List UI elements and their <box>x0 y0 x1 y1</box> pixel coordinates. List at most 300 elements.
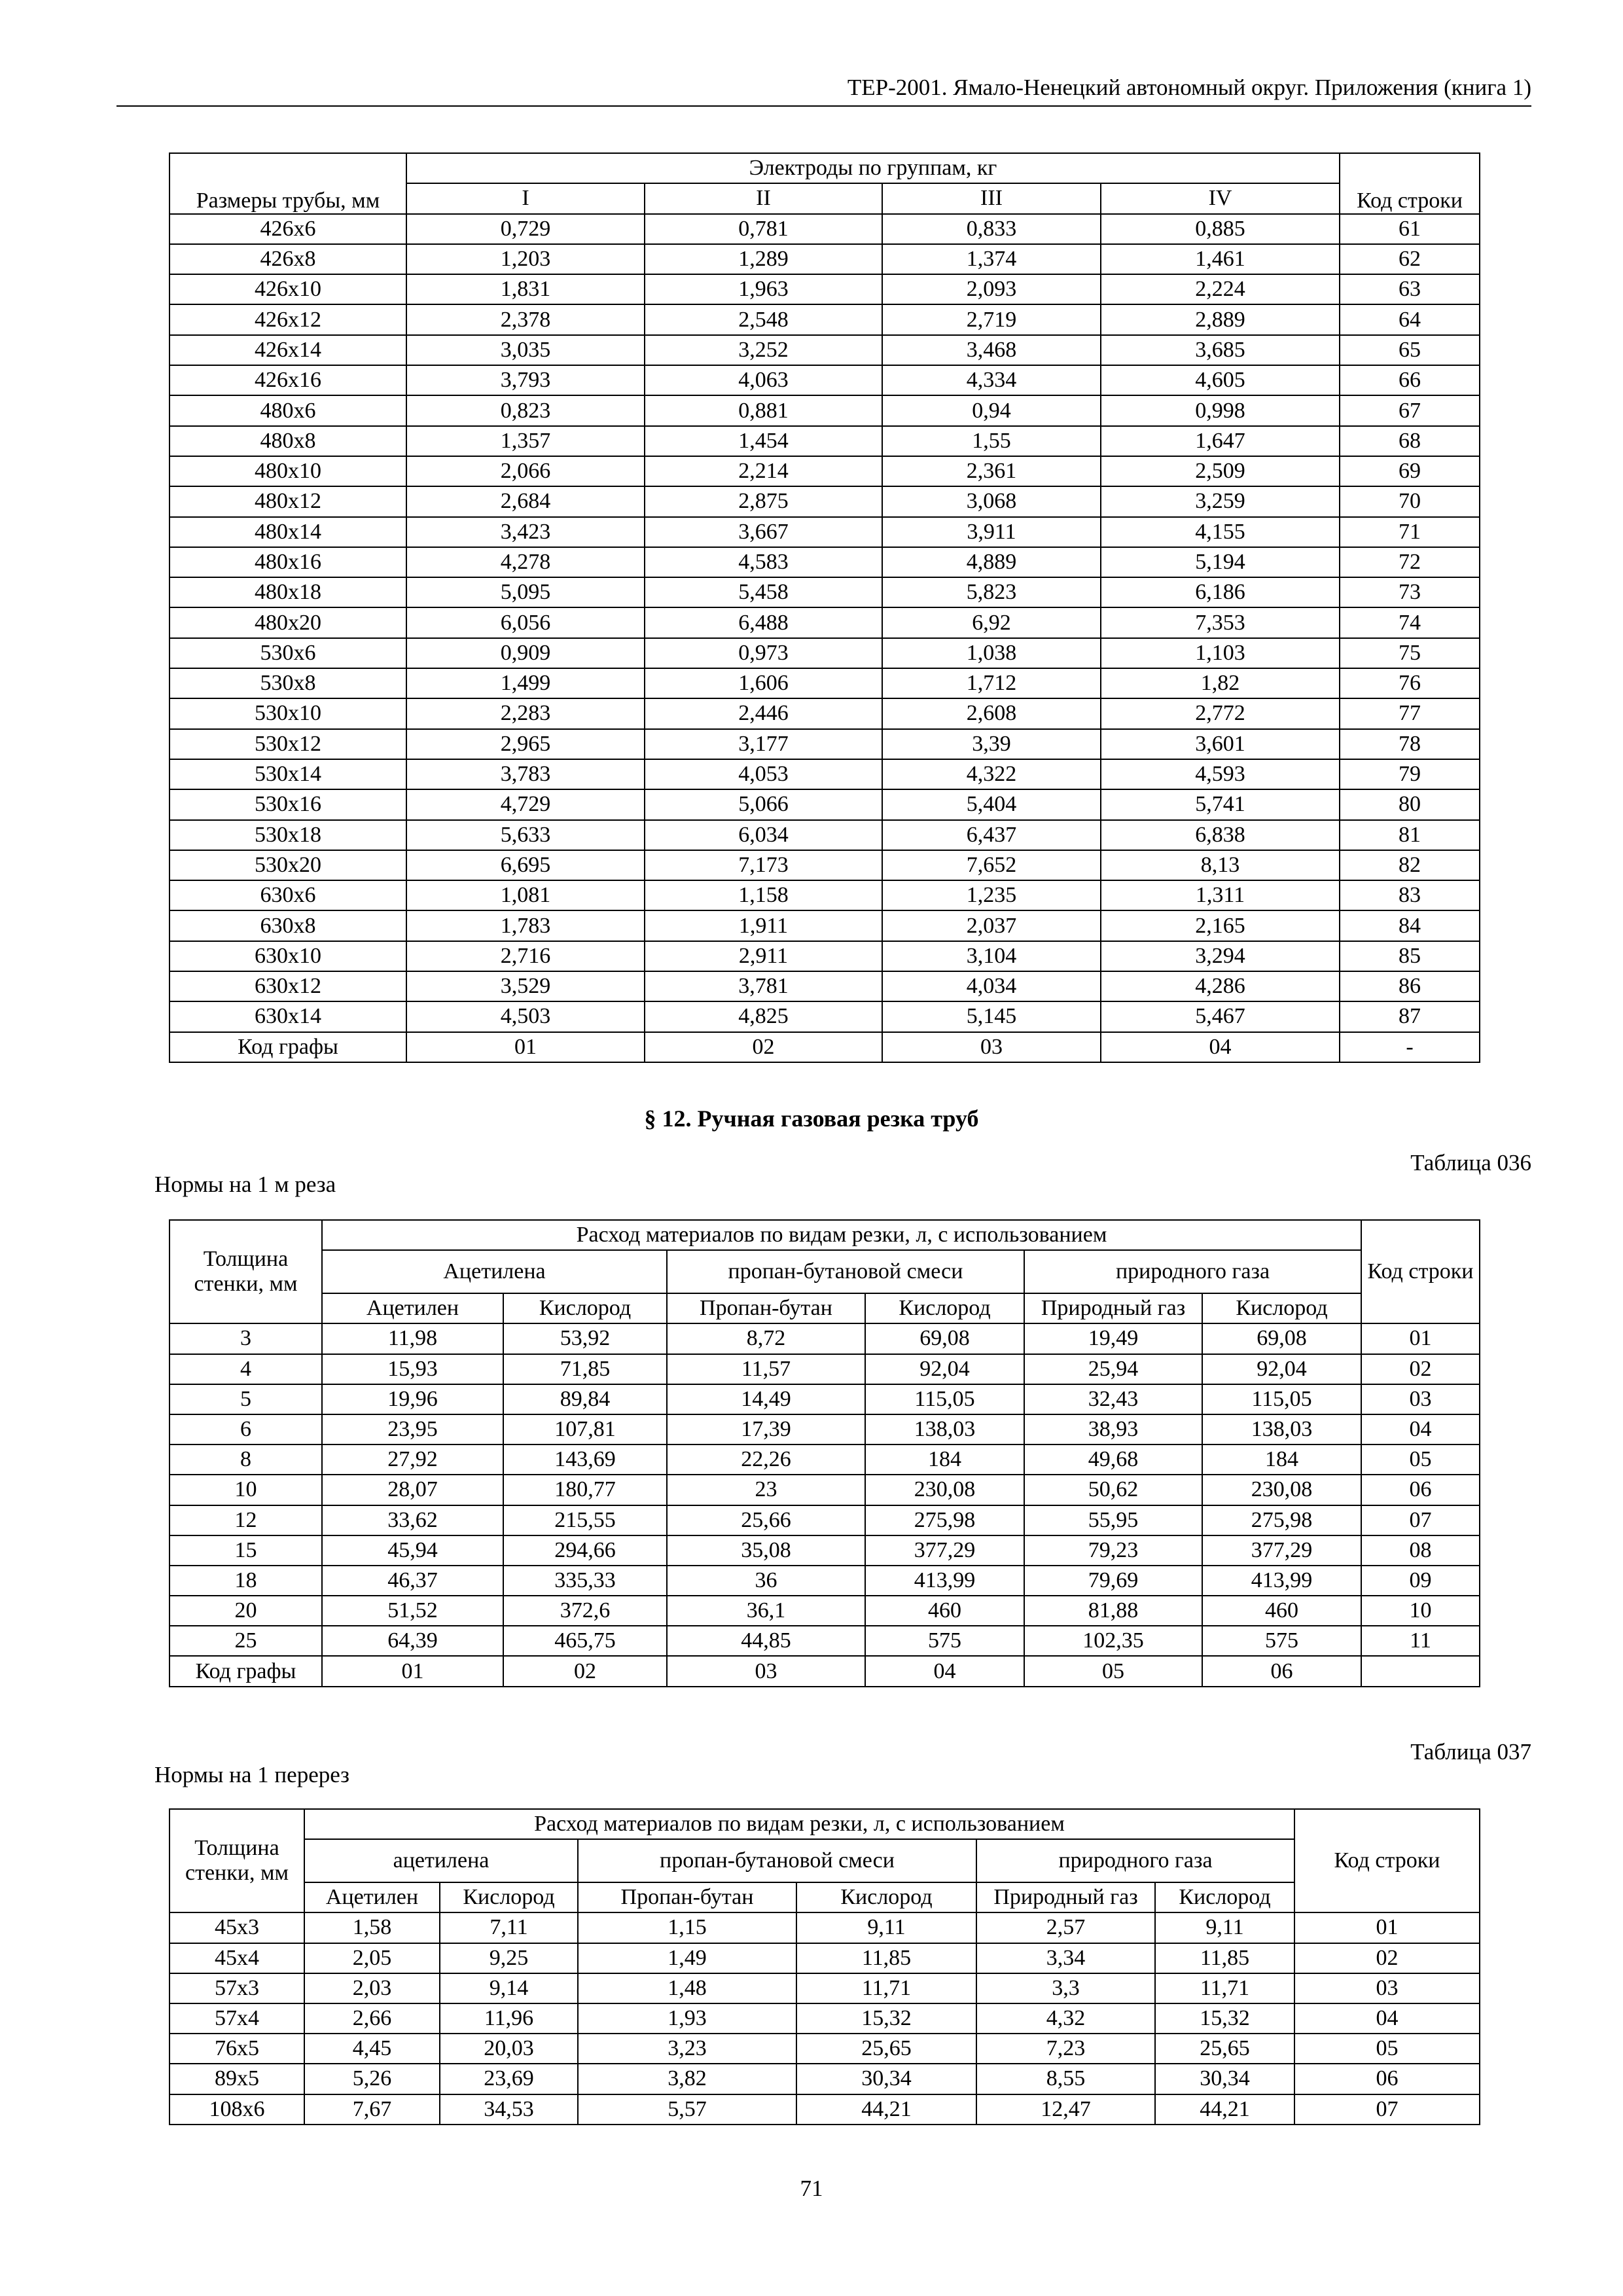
acetylene-group-header: Ацетилена <box>322 1250 667 1293</box>
table-cell: 1,963 <box>645 274 882 304</box>
table-cell: 1,357 <box>406 426 645 456</box>
table-cell: 0,881 <box>645 395 882 425</box>
material-consumption-header: Расход материалов по видам резки, л, с использованием <box>304 1809 1294 1839</box>
table-cell: 5 <box>169 1384 322 1414</box>
table-cell: 79 <box>1340 759 1480 789</box>
table-cell: 77 <box>1340 698 1480 728</box>
table-cell: 530х20 <box>169 850 406 880</box>
table-cell: 69 <box>1340 456 1480 486</box>
table-cell: 79,69 <box>1024 1566 1202 1596</box>
table-cell: 530х6 <box>169 638 406 668</box>
table-cell: 03 <box>1294 1973 1480 2003</box>
table-cell: 426х6 <box>169 214 406 244</box>
table-cell: 07 <box>1361 1505 1480 1535</box>
table-cell: 1,712 <box>882 668 1101 698</box>
table-row <box>169 244 1480 274</box>
table-cell: 11,96 <box>440 2003 578 2034</box>
table-cell: 38,93 <box>1024 1414 1202 1444</box>
table-cell: 76 <box>1340 668 1480 698</box>
table-cell: 2,875 <box>645 486 882 516</box>
table-cell: 426х8 <box>169 244 406 274</box>
table-cell: 50,62 <box>1024 1475 1202 1505</box>
table-cell: 377,29 <box>865 1535 1024 1566</box>
table-cell: 138,03 <box>865 1414 1024 1444</box>
table-cell: 530х8 <box>169 668 406 698</box>
table-cell: 1,48 <box>578 1973 796 2003</box>
table-cell: 8,72 <box>667 1323 865 1354</box>
table-cell: 630х14 <box>169 1001 406 1031</box>
sub-header-oxygen: Кислород <box>1202 1293 1361 1323</box>
table-cell: 11,85 <box>1155 1943 1294 1973</box>
table-cell: 9,11 <box>796 1912 976 1943</box>
table-cell: 2,772 <box>1101 698 1340 728</box>
table-cell: 84 <box>1340 910 1480 941</box>
table-036-norms: Нормы на 1 м реза <box>154 1172 336 1197</box>
table-cell: 1,311 <box>1101 880 1340 910</box>
table-row <box>169 365 1480 395</box>
table-cell: 426х14 <box>169 335 406 365</box>
table-cell: 377,29 <box>1202 1535 1361 1566</box>
table-cell: 6,488 <box>645 607 882 637</box>
table-cell: 17,39 <box>667 1414 865 1444</box>
table-cell: 49,68 <box>1024 1444 1202 1475</box>
table-row <box>169 1535 1480 1566</box>
table-cell: 23 <box>667 1475 865 1505</box>
table-cell: 5,823 <box>882 577 1101 607</box>
table-cell: 9,14 <box>440 1973 578 2003</box>
table-cell: 4,286 <box>1101 971 1340 1001</box>
table-cell: 630х6 <box>169 880 406 910</box>
table-cell: 215,55 <box>503 1505 667 1535</box>
table-cell: 3,035 <box>406 335 645 365</box>
table-cell: 11,71 <box>796 1973 976 2003</box>
table-row <box>169 668 1480 698</box>
table-cell: 44,21 <box>796 2094 976 2125</box>
table-cell: 69,08 <box>865 1323 1024 1354</box>
table-row <box>169 1384 1480 1414</box>
table-cell: 294,66 <box>503 1535 667 1566</box>
row-code-header: Код строки <box>1294 1809 1480 1912</box>
table-cell: 4,503 <box>406 1001 645 1031</box>
row-code-header: Код строки <box>1340 153 1480 214</box>
table-cell: 25,65 <box>1155 2034 1294 2064</box>
table-cell: 22,26 <box>667 1444 865 1475</box>
table-cell: 5,066 <box>645 789 882 819</box>
table-cell: 9,25 <box>440 1943 578 1973</box>
table-cell: 36 <box>667 1566 865 1596</box>
sub-header-oxygen: Кислород <box>1155 1882 1294 1912</box>
table-cell: 08 <box>1361 1535 1480 1566</box>
table-cell: 10 <box>169 1475 322 1505</box>
electrode-groups-header: Электроды по группам, кг <box>406 153 1340 183</box>
table-cell: 5,633 <box>406 820 645 850</box>
table-cell: 630х10 <box>169 941 406 971</box>
table-cell: 4,322 <box>882 759 1101 789</box>
table-cell: 79,23 <box>1024 1535 1202 1566</box>
table-cell: 3,423 <box>406 517 645 547</box>
table-cell: 9,11 <box>1155 1912 1294 1943</box>
table-cell: 92,04 <box>1202 1354 1361 1384</box>
table-row <box>169 1444 1480 1475</box>
table-cell: 4,053 <box>645 759 882 789</box>
table-cell: 15,32 <box>1155 2003 1294 2034</box>
table-cell: 3,793 <box>406 365 645 395</box>
table-cell: 138,03 <box>1202 1414 1361 1444</box>
table-cell: 18 <box>169 1566 322 1596</box>
table-cell: 3,177 <box>645 729 882 759</box>
table-cell: 630х12 <box>169 971 406 1001</box>
table-cell: 20,03 <box>440 2034 578 2064</box>
table-cell: 480х16 <box>169 547 406 577</box>
table-cell: 8,55 <box>976 2064 1155 2094</box>
table-cell: 108х6 <box>169 2094 304 2125</box>
table-cell: 426х16 <box>169 365 406 395</box>
table-cell: 71 <box>1340 517 1480 547</box>
table-cell: 2,066 <box>406 456 645 486</box>
table-cell: 480х20 <box>169 607 406 637</box>
sub-header-acetylene: Ацетилен <box>322 1293 503 1323</box>
table-cell: 89х5 <box>169 2064 304 2094</box>
table-cell: 3,82 <box>578 2064 796 2094</box>
table-cell: 6,838 <box>1101 820 1340 850</box>
table-cell: 4,034 <box>882 971 1101 1001</box>
table-cell: 64 <box>1340 304 1480 334</box>
table-cell: 5,467 <box>1101 1001 1340 1031</box>
table-cell: 2,05 <box>304 1943 440 1973</box>
table-cell: 72 <box>1340 547 1480 577</box>
table-row <box>169 335 1480 365</box>
sub-header-oxygen: Кислород <box>440 1882 578 1912</box>
table-cell: 7,652 <box>882 850 1101 880</box>
table-cell: 12,47 <box>976 2094 1155 2125</box>
table-cell: 2,165 <box>1101 910 1340 941</box>
table-cell: 1,15 <box>578 1912 796 1943</box>
table-cell: 2,214 <box>645 456 882 486</box>
table-cell: 51,52 <box>322 1596 503 1626</box>
table-cell: 184 <box>865 1444 1024 1475</box>
table-cell: 15 <box>169 1535 322 1566</box>
table-cell: 70 <box>1340 486 1480 516</box>
table-cell: 92,04 <box>865 1354 1024 1384</box>
running-header: ТЕР-2001. Ямало-Ненецкий автономный округ. Приложения (книга 1) <box>847 75 1531 100</box>
table-cell: 10 <box>1361 1596 1480 1626</box>
table-cell: 2,57 <box>976 1912 1155 1943</box>
table-cell: 426х12 <box>169 304 406 334</box>
table-cell: 5,57 <box>578 2094 796 2125</box>
table-cell: 5,458 <box>645 577 882 607</box>
table-cell: 0,823 <box>406 395 645 425</box>
table-cell: 86 <box>1340 971 1480 1001</box>
table-row <box>169 2094 1480 2125</box>
table-cell: 6,92 <box>882 607 1101 637</box>
table-cell: 107,81 <box>503 1414 667 1444</box>
table-cell: 7,11 <box>440 1912 578 1943</box>
table-cell: 19,96 <box>322 1384 503 1414</box>
table-cell: 3,685 <box>1101 335 1340 365</box>
table-cell: 4,605 <box>1101 365 1340 395</box>
table-cell: 530х14 <box>169 759 406 789</box>
table-row <box>169 607 1480 637</box>
table-cell: 02 <box>1294 1943 1480 1973</box>
table-cell: 480х14 <box>169 517 406 547</box>
table-cell: 275,98 <box>865 1505 1024 1535</box>
table-cell: 3,781 <box>645 971 882 1001</box>
propane-butane-group-header: пропан-бутановой смеси <box>667 1250 1024 1293</box>
table-cell: 6,695 <box>406 850 645 880</box>
table-cell: 78 <box>1340 729 1480 759</box>
table-row <box>169 456 1480 486</box>
column-code-cell: 01 <box>322 1656 503 1686</box>
table-cell: 64,39 <box>322 1626 503 1656</box>
table-cell: 71,85 <box>503 1354 667 1384</box>
table-cell: 04 <box>1294 2003 1480 2034</box>
table-row <box>169 1354 1480 1384</box>
table-cell: 102,35 <box>1024 1626 1202 1656</box>
table-cell: 63 <box>1340 274 1480 304</box>
table-cell: 7,353 <box>1101 607 1340 637</box>
table-cell: 3 <box>169 1323 322 1354</box>
column-code-cell: 04 <box>1101 1032 1340 1062</box>
column-code-cell: 02 <box>645 1032 882 1062</box>
group-header-2: II <box>645 183 882 213</box>
table-cell: 62 <box>1340 244 1480 274</box>
row-code-header: Код строки <box>1361 1220 1480 1323</box>
column-code-cell: 02 <box>503 1656 667 1686</box>
table-row <box>169 1414 1480 1444</box>
table-036-label: Таблица 036 <box>1410 1150 1531 1175</box>
table-cell: 4,583 <box>645 547 882 577</box>
table-cell: 3,259 <box>1101 486 1340 516</box>
table-cell: 45,94 <box>322 1535 503 1566</box>
table-cell: 5,095 <box>406 577 645 607</box>
table-cell: 7,23 <box>976 2034 1155 2064</box>
table-cell: 372,6 <box>503 1596 667 1626</box>
table-cell: 06 <box>1361 1475 1480 1505</box>
electrodes-table <box>169 152 1480 1063</box>
column-code-cell: 03 <box>667 1656 865 1686</box>
table-cell: 3,39 <box>882 729 1101 759</box>
table-cell: 12 <box>169 1505 322 1535</box>
table-cell: 85 <box>1340 941 1480 971</box>
table-cell: 0,729 <box>406 214 645 244</box>
table-cell: 2,093 <box>882 274 1101 304</box>
table-cell: 2,608 <box>882 698 1101 728</box>
table-row <box>169 2003 1480 2034</box>
table-cell: 1,289 <box>645 244 882 274</box>
table-cell: 3,23 <box>578 2034 796 2064</box>
pipe-size-header: Размеры трубы, мм <box>169 153 406 214</box>
table-cell: 45х4 <box>169 1943 304 1973</box>
table-row <box>169 426 1480 456</box>
sub-header-propane-butane: Пропан-бутан <box>667 1293 865 1323</box>
table-cell: 09 <box>1361 1566 1480 1596</box>
table-cell: 3,783 <box>406 759 645 789</box>
table-row <box>169 910 1480 941</box>
table-cell: 33,62 <box>322 1505 503 1535</box>
table-cell: 1,82 <box>1101 668 1340 698</box>
table-cell: 55,95 <box>1024 1505 1202 1535</box>
table-cell: 04 <box>1361 1414 1480 1444</box>
sub-header-natural-gas: Природный газ <box>1024 1293 1202 1323</box>
table-cell: 4,063 <box>645 365 882 395</box>
column-code-cell: Код графы <box>169 1032 406 1062</box>
table-cell: 06 <box>1294 2064 1480 2094</box>
table-cell: 4 <box>169 1354 322 1384</box>
table-cell: 4,45 <box>304 2034 440 2064</box>
wall-thickness-header: Толщина стенки, мм <box>169 1220 322 1323</box>
table-row <box>169 1596 1480 1626</box>
table-cell: 1,58 <box>304 1912 440 1943</box>
sub-header-propane-butane: Пропан-бутан <box>578 1882 796 1912</box>
table-cell: 1,831 <box>406 274 645 304</box>
table-cell: 3,252 <box>645 335 882 365</box>
table-cell: 5,741 <box>1101 789 1340 819</box>
table-cell: 0,885 <box>1101 214 1340 244</box>
table-cell: 460 <box>865 1596 1024 1626</box>
table-cell: 575 <box>1202 1626 1361 1656</box>
table-cell: 57х4 <box>169 2003 304 2034</box>
table-cell: 53,92 <box>503 1323 667 1354</box>
table-row <box>169 2034 1480 2064</box>
table-cell: 2,911 <box>645 941 882 971</box>
group-header-3: III <box>882 183 1101 213</box>
table-row <box>169 850 1480 880</box>
table-cell: 14,49 <box>667 1384 865 1414</box>
table-row <box>169 759 1480 789</box>
table-cell: 7,67 <box>304 2094 440 2125</box>
table-cell: 1,783 <box>406 910 645 941</box>
table-cell: 15,93 <box>322 1354 503 1384</box>
table-cell: 44,21 <box>1155 2094 1294 2125</box>
table-cell: 73 <box>1340 577 1480 607</box>
table-cell: 4,729 <box>406 789 645 819</box>
table-cell: 11,71 <box>1155 1973 1294 2003</box>
table-row <box>169 547 1480 577</box>
table-cell: 1,081 <box>406 880 645 910</box>
table-cell: 4,155 <box>1101 517 1340 547</box>
table-cell: 2,446 <box>645 698 882 728</box>
table-cell: 5,145 <box>882 1001 1101 1031</box>
table-cell: 89,84 <box>503 1384 667 1414</box>
table-cell: 25,66 <box>667 1505 865 1535</box>
table-cell: 2,719 <box>882 304 1101 334</box>
table-cell: 82 <box>1340 850 1480 880</box>
column-code-cell: 01 <box>406 1032 645 1062</box>
table-cell: 480х8 <box>169 426 406 456</box>
column-code-cell <box>1361 1656 1480 1686</box>
column-code-cell: 04 <box>865 1656 1024 1686</box>
table-cell: 4,278 <box>406 547 645 577</box>
table-cell: 530х10 <box>169 698 406 728</box>
table-cell: 76х5 <box>169 2034 304 2064</box>
table-cell: 34,53 <box>440 2094 578 2125</box>
table-cell: 1,606 <box>645 668 882 698</box>
table-cell: 1,158 <box>645 880 882 910</box>
table-cell: 01 <box>1294 1912 1480 1943</box>
table-cell: 6,186 <box>1101 577 1340 607</box>
header-divider <box>116 105 1531 107</box>
table-row <box>169 1943 1480 1973</box>
table-cell: 07 <box>1294 2094 1480 2125</box>
table-cell: 61 <box>1340 214 1480 244</box>
table-cell: 413,99 <box>865 1566 1024 1596</box>
table-cell: 1,49 <box>578 1943 796 1973</box>
table-cell: 2,66 <box>304 2003 440 2034</box>
table-cell: 81 <box>1340 820 1480 850</box>
column-code-cell: 05 <box>1024 1656 1202 1686</box>
wall-thickness-header: Толщина стенки, мм <box>169 1809 304 1912</box>
table-cell: 23,69 <box>440 2064 578 2094</box>
table-cell: 3,3 <box>976 1973 1155 2003</box>
sub-header-acetylene: Ацетилен <box>304 1882 440 1912</box>
column-code-cell: Код графы <box>169 1656 322 1686</box>
table-cell: 230,08 <box>1202 1475 1361 1505</box>
table-cell: 80 <box>1340 789 1480 819</box>
table-cell: 2,509 <box>1101 456 1340 486</box>
table-037-norms: Нормы на 1 перерез <box>154 1762 350 1787</box>
gas-cutting-per-meter-table <box>169 1219 1480 1687</box>
table-cell: 465,75 <box>503 1626 667 1656</box>
table-cell: 480х12 <box>169 486 406 516</box>
table-cell: 25 <box>169 1626 322 1656</box>
table-cell: 2,03 <box>304 1973 440 2003</box>
table-cell: 530х18 <box>169 820 406 850</box>
table-cell: 0,781 <box>645 214 882 244</box>
table-cell: 1,461 <box>1101 244 1340 274</box>
table-cell: 5,404 <box>882 789 1101 819</box>
table-cell: 230,08 <box>865 1475 1024 1505</box>
table-cell: 02 <box>1361 1354 1480 1384</box>
table-row <box>169 517 1480 547</box>
column-code-cell: - <box>1340 1032 1480 1062</box>
table-cell: 2,548 <box>645 304 882 334</box>
table-cell: 1,647 <box>1101 426 1340 456</box>
table-cell: 2,889 <box>1101 304 1340 334</box>
column-code-cell: 06 <box>1202 1656 1361 1686</box>
table-cell: 69,08 <box>1202 1323 1361 1354</box>
acetylene-group-header: ацетилена <box>304 1839 578 1882</box>
table-cell: 68 <box>1340 426 1480 456</box>
column-code-row <box>169 1656 1480 1686</box>
table-row <box>169 1912 1480 1943</box>
table-cell: 44,85 <box>667 1626 865 1656</box>
table-cell: 83 <box>1340 880 1480 910</box>
table-row <box>169 729 1480 759</box>
table-cell: 32,43 <box>1024 1384 1202 1414</box>
table-cell: 46,37 <box>322 1566 503 1596</box>
sub-header-oxygen: Кислород <box>503 1293 667 1323</box>
table-row <box>169 1001 1480 1031</box>
table-cell: 0,973 <box>645 638 882 668</box>
table-row <box>169 789 1480 819</box>
table-cell: 530х12 <box>169 729 406 759</box>
table-row <box>169 274 1480 304</box>
table-cell: 6,437 <box>882 820 1101 850</box>
table-cell: 11,98 <box>322 1323 503 1354</box>
table-cell: 335,33 <box>503 1566 667 1596</box>
table-cell: 3,468 <box>882 335 1101 365</box>
table-row <box>169 1973 1480 2003</box>
table-row <box>169 1566 1480 1596</box>
page-number: 71 <box>800 2176 823 2201</box>
table-cell: 480х6 <box>169 395 406 425</box>
sub-header-natural-gas: Природный газ <box>976 1882 1155 1912</box>
table-cell: 30,34 <box>1155 2064 1294 2094</box>
table-cell: 480х18 <box>169 577 406 607</box>
table-cell: 8,13 <box>1101 850 1340 880</box>
table-row <box>169 2064 1480 2094</box>
table-cell: 27,92 <box>322 1444 503 1475</box>
